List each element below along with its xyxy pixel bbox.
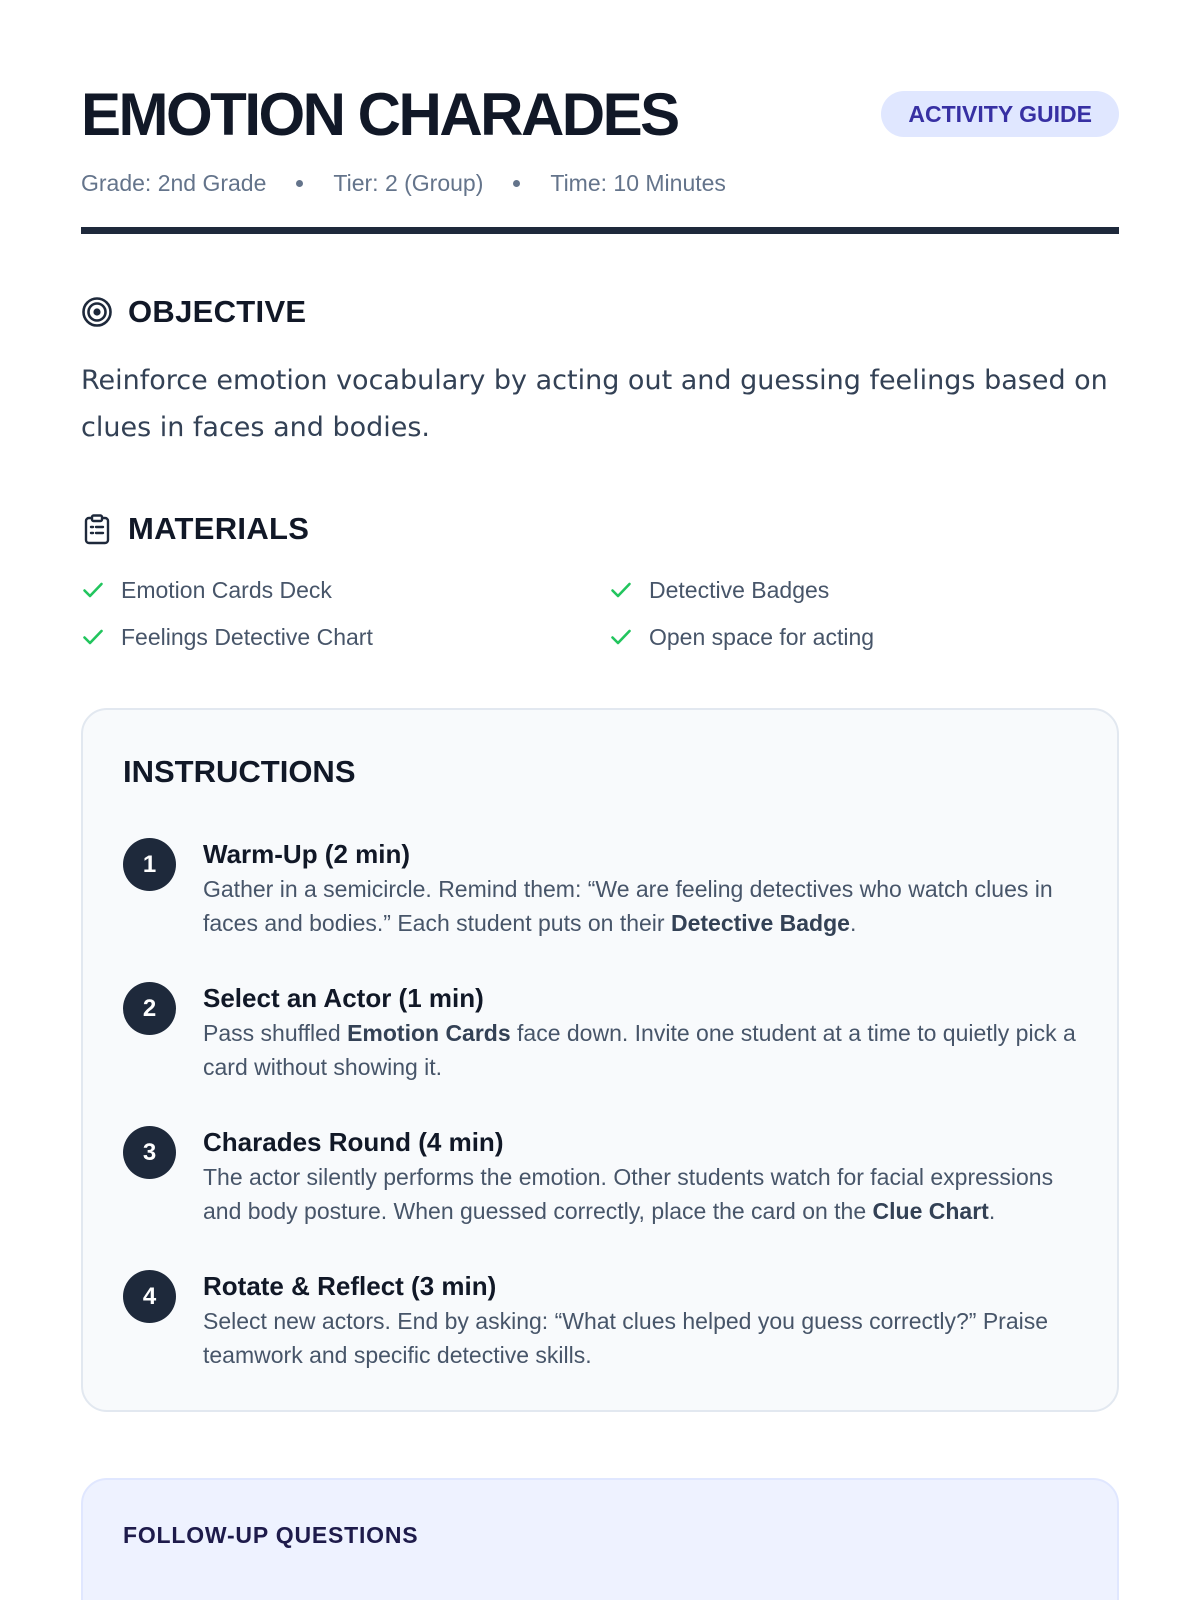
target-icon: [81, 296, 113, 328]
step-emphasis: Emotion Cards: [347, 1020, 511, 1046]
instruction-step: [123, 1126, 1077, 1228]
objective-section: [81, 294, 1119, 451]
clipboard-icon: [81, 513, 113, 545]
material-label: Emotion Cards Deck: [121, 576, 332, 603]
step-text: Select new actors. End by asking: “What clues helped you guess correctly?” Praise teamwork and specific detective skills.: [203, 1308, 1049, 1368]
page-title: EMOTION CHARADES: [81, 81, 678, 148]
material-label: Open space for acting: [649, 623, 875, 650]
step-number: 4: [123, 1270, 176, 1323]
followup-heading: FOLLOW-UP QUESTIONS: [123, 1522, 419, 1548]
objective-heading: OBJECTIVE: [128, 294, 307, 329]
step-title: Select an Actor (1 min): [203, 983, 484, 1013]
materials-heading: MATERIALS: [128, 511, 310, 546]
step-body: [203, 1126, 1077, 1228]
step-number: 3: [123, 1126, 176, 1179]
instruction-steps: [123, 838, 1077, 1372]
meta-separator: [513, 180, 520, 187]
meta-separator: [296, 180, 303, 187]
step-title: Charades Round (4 min): [203, 1127, 504, 1157]
step-body: [203, 838, 1077, 940]
instruction-step: [123, 1270, 1077, 1372]
instructions-card: [81, 708, 1119, 1412]
material-label: Detective Badges: [649, 576, 830, 603]
step-number: 2: [123, 982, 176, 1035]
check-icon: [81, 578, 105, 602]
instruction-step: [123, 982, 1077, 1084]
step-text: Pass shuffled Emotion Cards face down. Invite one student at a time to quietly pick a card without showing it.: [203, 1020, 1076, 1080]
materials-heading-row: [81, 511, 1119, 547]
step-text: The actor silently performs the emotion. Other students watch for facial expressions and body posture. When guessed correctly, place the card on the Clue Chart.: [203, 1164, 1054, 1224]
step-emphasis: Detective Badge: [670, 909, 850, 936]
meta-tier: Tier: 2 (Group): [333, 170, 484, 196]
step-body: [203, 1270, 1077, 1372]
material-item: [81, 622, 609, 652]
step-emphasis: Clue Chart: [872, 1197, 989, 1224]
instructions-heading: INSTRUCTIONS: [123, 754, 356, 789]
followup-card: [81, 1478, 1119, 1600]
materials-list: [81, 575, 1119, 652]
check-icon: [609, 578, 633, 602]
material-item: [81, 575, 609, 605]
material-item: [609, 622, 1119, 652]
header: [81, 0, 1119, 234]
meta-time: Time: 10 Minutes: [550, 170, 726, 196]
header-divider: [81, 227, 1119, 234]
step-body: [203, 982, 1077, 1084]
materials-section: [81, 511, 1119, 652]
instruction-step: [123, 838, 1077, 940]
check-icon: [81, 625, 105, 649]
step-title: Warm-Up (2 min): [203, 839, 411, 869]
check-icon: [609, 625, 633, 649]
meta-grade: Grade: 2nd Grade: [81, 170, 267, 196]
step-number: 1: [123, 838, 176, 891]
step-text: Gather in a semicircle. Remind them: “We are feeling detectives who watch clues in faces and bodies.” Each student puts on their Detective Badge.: [203, 876, 1053, 936]
objective-heading-row: [81, 294, 1119, 330]
material-label: Feelings Detective Chart: [121, 623, 373, 650]
activity-guide-badge: ACTIVITY GUIDE: [881, 91, 1119, 137]
material-item: [609, 575, 1119, 605]
meta-row: [81, 170, 1119, 197]
objective-text: Reinforce emotion vocabulary by acting out and guessing feelings based on clues in faces and bodies.: [81, 365, 1108, 443]
step-title: Rotate & Reflect (3 min): [203, 1271, 497, 1301]
